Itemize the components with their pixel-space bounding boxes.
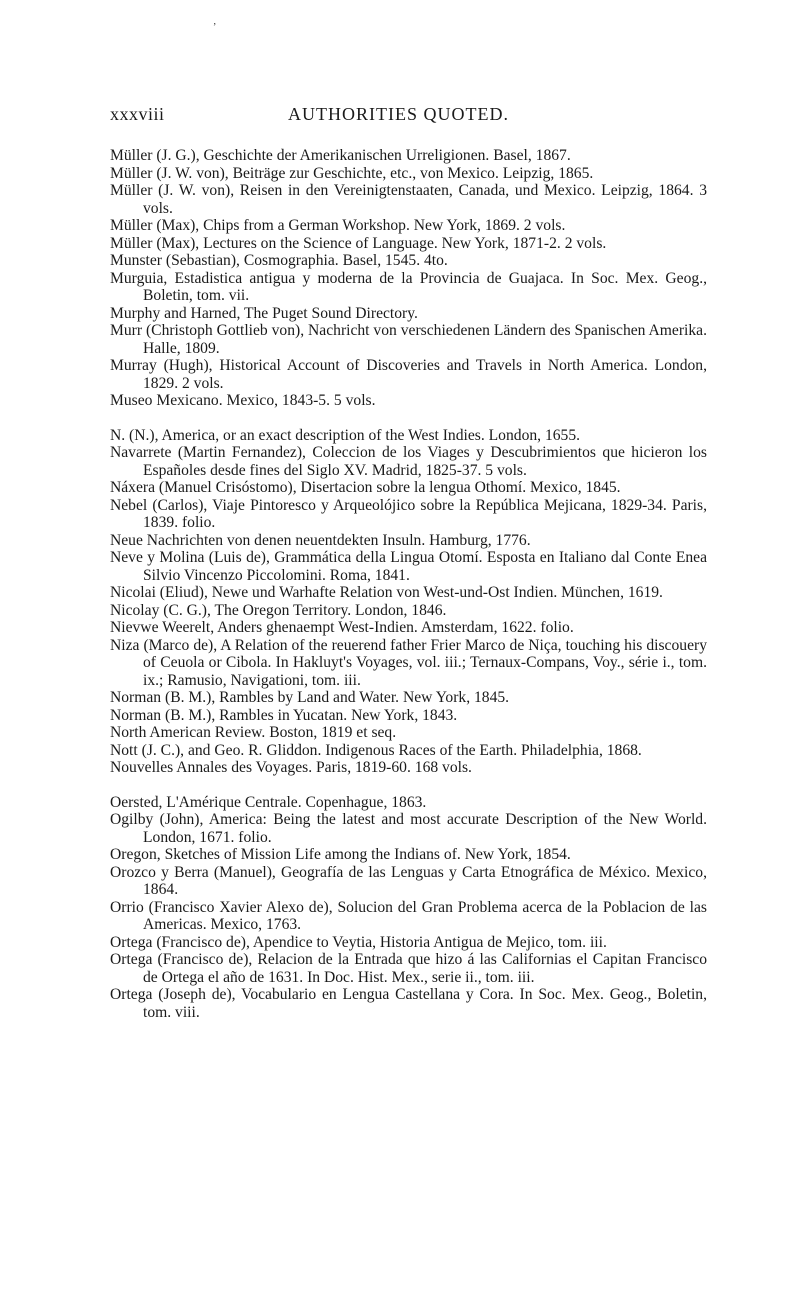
list-item: Murphy and Harned, The Puget Sound Directory.	[110, 304, 418, 322]
list-item: Orrio (Francisco Xavier Alexo de), Solucion del Gran Problema acerca de la Poblacion de las Americas. Mexico, 1763.	[110, 898, 707, 933]
list-item: Museo Mexicano. Mexico, 1843-5. 5 vols.	[110, 392, 376, 409]
list-item: Nievwe Weerelt, Anders ghenaempt West-Indien. Amsterdam, 1622. folio.	[110, 619, 574, 636]
list-item: Ortega (Francisco de), Relacion de la Entrada que hizo á las Californias el Capitan Francisco de Ortega el año de 1631. In Doc. Hist. Mex., serie ii., tom. iii.	[110, 951, 707, 986]
list-item: Ogilby (John), America: Being the latest and most accurate Description of the New World. London, 1671. folio.	[110, 811, 707, 846]
list-item: Murray (Hugh), Historical Account of Discoveries and Travels in North America. London, 1829. 2 vols.	[110, 357, 707, 392]
page-number: xxxviii	[110, 104, 165, 124]
list-item: Nouvelles Annales des Voyages. Paris, 1819-60. 168 vols.	[110, 759, 472, 776]
list-item: Ortega (Francisco de), Apendice to Veytia, Historia Antigua de Mejico, tom. iii.	[110, 933, 607, 951]
section-n	[110, 427, 707, 777]
list-item: Müller (J. G.), Geschichte der Amerikanischen Urreligionen. Basel, 1867.	[110, 147, 571, 164]
list-item: North American Review. Boston, 1819 et seq.	[110, 724, 397, 741]
authorities-list	[110, 147, 707, 1021]
speck-mark: ’	[213, 22, 217, 33]
list-item: Murr (Christoph Gottlieb von), Nachricht von verschiedenen Ländern des Spanischen Amerika. Halle, 1809.	[110, 322, 707, 357]
running-title: AUTHORITIES QUOTED.	[288, 104, 509, 124]
list-item: Norman (B. M.), Rambles by Land and Water. New York, 1845.	[110, 689, 510, 706]
list-item: Nicolay (C. G.), The Oregon Territory. London, 1846.	[110, 601, 447, 619]
list-item: Neue Nachrichten von denen neuentdekten Insuln. Hamburg, 1776.	[110, 531, 531, 549]
list-item: Müller (J. W. von), Reisen in den Vereinigtenstaaten, Canada, und Mexico. Leipzig, 1864. 3 vols.	[110, 182, 707, 217]
list-item: Náxera (Manuel Crisóstomo), Disertacion sobre la lengua Othomí. Mexico, 1845.	[110, 479, 621, 496]
list-item: Nicolai (Eliud), Newe und Warhafte Relation von West-und-Ost Indien. München, 1619.	[110, 584, 663, 601]
list-item: Ortega (Joseph de), Vocabulario en Lengua Castellana y Cora. In Soc. Mex. Geog., Boletin, tom. viii.	[110, 986, 707, 1021]
list-item: Norman (B. M.), Rambles in Yucatan. New York, 1843.	[110, 706, 458, 724]
list-item: Müller (Max), Chips from a German Workshop. New York, 1869. 2 vols.	[110, 217, 566, 234]
list-item: N. (N.), America, or an exact description of the West Indies. London, 1655.	[110, 426, 581, 444]
list-item: Oregon, Sketches of Mission Life among the Indians of. New York, 1854.	[110, 846, 571, 863]
list-item: Orozco y Berra (Manuel), Geografía de las Lenguas y Carta Etnográfica de México. Mexico, 1864.	[110, 863, 707, 898]
list-item: Murguia, Estadistica antigua y moderna de la Provincia de Guajaca. In Soc. Mex. Geog., Boletin, tom. vii.	[110, 269, 707, 304]
list-item: Nebel (Carlos), Viaje Pintoresco y Arqueolójico sobre la República Mejicana, 1829-34. Paris, 1839. folio.	[110, 496, 707, 531]
list-item: Neve y Molina (Luis de), Grammática della Lingua Otomí. Esposta en Italiano dal Conte Enea Silvio Vincenzo Piccolomini. Roma, 1841.	[110, 549, 707, 584]
list-item: Niza (Marco de), A Relation of the reuerend father Frier Marco de Niça, touching his discouery of Ceuola or Cibola. In Hakluyt's Voyages, vol. iii.; Ternaux-Compans, Voy., série i., tom. ix.; Ramusio, Navigationi, tom. iii.	[110, 636, 707, 689]
list-item: Navarrete (Martin Fernandez), Coleccion de los Viages y Descubrimientos que hicieron los Españoles desde fines del Siglo XV. Madrid, 1825-37. 5 vols.	[110, 444, 707, 479]
section-m	[110, 147, 707, 410]
section-o	[110, 794, 707, 1022]
list-item: Nott (J. C.), and Geo. R. Gliddon. Indigenous Races of the Earth. Philadelphia, 1868.	[110, 741, 642, 759]
page-header	[110, 104, 705, 128]
list-item: Müller (Max), Lectures on the Science of Language. New York, 1871-2. 2 vols.	[110, 234, 607, 252]
list-item: Müller (J. W. von), Beiträge zur Geschichte, etc., von Mexico. Leipzig, 1865.	[110, 164, 594, 182]
list-item: Oersted, L'Amérique Centrale. Copenhague, 1863.	[110, 793, 427, 811]
list-item: Munster (Sebastian), Cosmographia. Basel, 1545. 4to.	[110, 252, 448, 269]
